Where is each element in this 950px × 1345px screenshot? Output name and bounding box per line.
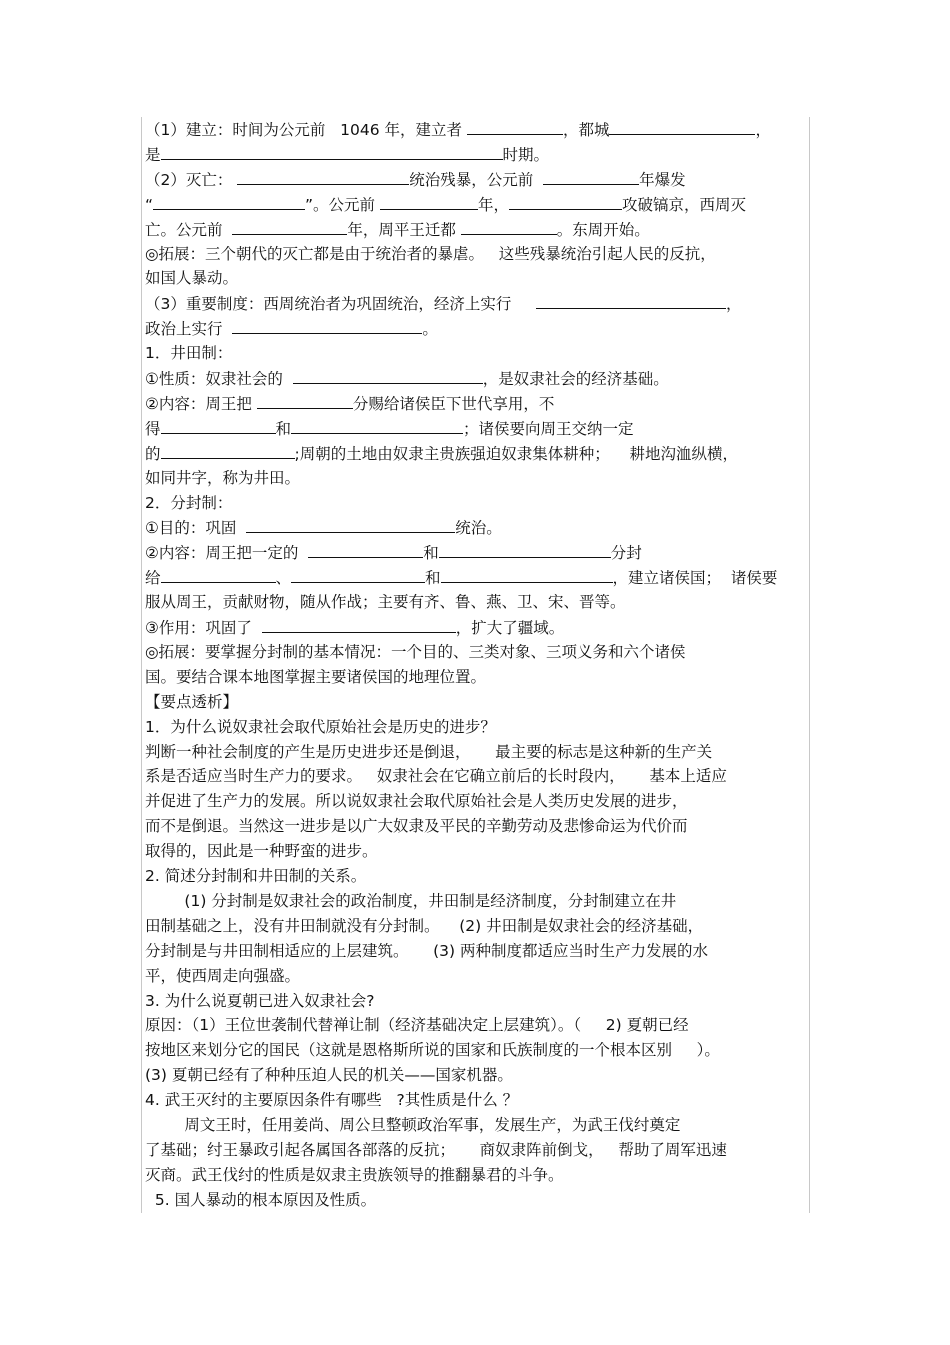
line-text: (3) 夏朝已经有了种种压迫人民的机关——国家机器。 xyxy=(145,1066,513,1085)
line-text: 了基础；纣王暴政引起各属国各部落的反抗； 商奴隶阵前倒戈， 帮助了周军迅速 xyxy=(145,1140,727,1159)
text-line xyxy=(145,864,366,889)
fill-blank xyxy=(291,565,425,583)
text-line xyxy=(145,690,238,715)
text-line xyxy=(145,316,438,341)
text-line xyxy=(145,1163,564,1188)
line-text: 国。要结合课本地图掌握主要诸侯国的地理位置。 xyxy=(145,667,487,686)
fill-blank xyxy=(232,217,347,235)
line-text: ；诸侯要向周王交纳一定 xyxy=(463,419,634,438)
line-text: 和 xyxy=(423,544,439,563)
line-text: 给 xyxy=(145,569,161,588)
fill-blank xyxy=(232,316,422,334)
line-text: 统治。 xyxy=(455,519,502,538)
text-line xyxy=(145,839,378,864)
line-text: 、 xyxy=(275,569,292,588)
line-text: ②内容：周王把 xyxy=(145,394,257,413)
line-text: (1) 分封制是奴隶社会的政治制度，井田制是经济制度，分封制建立在井 xyxy=(145,891,677,910)
fill-blank xyxy=(509,192,622,210)
text-line xyxy=(145,466,300,491)
line-text: “ xyxy=(145,195,154,214)
text-line xyxy=(145,1013,689,1038)
line-text: ;周朝的土地由奴隶主贵族强迫奴隶集体耕种； 耕地沟洫纵横， xyxy=(294,444,738,463)
line-text: 【要点透析】 xyxy=(145,692,239,711)
line-text: 的 xyxy=(145,444,161,463)
fill-blank xyxy=(161,565,276,583)
fill-blank xyxy=(161,142,503,160)
text-line xyxy=(145,1038,720,1063)
line-text: ①目的：巩固 xyxy=(145,519,247,538)
text-line xyxy=(145,515,502,540)
line-text: 服从周王，贡献财物，随从作战；主要有齐、鲁、燕、卫、宋、晋等。 xyxy=(145,593,626,612)
fill-blank xyxy=(291,416,463,434)
line-text: （1）建立：时间为公元前 1046 年，建立者 xyxy=(145,121,467,139)
line-text: ”。公元前 xyxy=(305,195,380,214)
line-text: 。东周开始。 xyxy=(556,220,650,239)
text-line xyxy=(145,889,676,914)
line-text: （3）重要制度：西周统治者为巩固统治，经济上实行 xyxy=(145,295,536,314)
text-line xyxy=(145,565,777,590)
line-text: 4. 武王灭纣的主要原因条件有哪些 ?其性质是什么 ？ xyxy=(145,1091,519,1110)
text-line xyxy=(145,939,708,964)
fill-blank xyxy=(308,540,423,558)
line-text: ◎拓展：要掌握分封制的基本情况：一个目的、三类对象、三项义务和六个诸侯 xyxy=(145,642,686,661)
line-text: 如同井字，称为井田。 xyxy=(145,468,301,487)
fill-blank xyxy=(293,366,483,384)
fill-blank xyxy=(439,540,611,558)
line-text: ③作用：巩固了 xyxy=(145,619,262,637)
line-text: ，扩大了疆域。 xyxy=(455,619,565,637)
line-text: 分赐给诸侯臣下世代享用，不 xyxy=(352,394,555,413)
line-text: 3. 为什么说夏朝已进入奴隶社会? xyxy=(145,991,375,1010)
line-text: 平，使西周走向强盛。 xyxy=(145,966,301,985)
fill-blank xyxy=(262,615,456,633)
text-line xyxy=(145,1088,518,1113)
line-text: 年，周平王迁都 xyxy=(347,220,461,239)
text-line xyxy=(145,789,688,814)
text-line xyxy=(145,266,238,291)
text-line xyxy=(145,640,686,665)
line-text: ， xyxy=(755,121,771,139)
line-text: ②内容：周王把一定的 xyxy=(145,544,309,563)
text-line xyxy=(145,242,716,267)
text-line xyxy=(145,441,738,466)
text-line xyxy=(145,142,549,167)
text-line xyxy=(145,590,626,615)
line-text: 统治残暴，公元前 xyxy=(409,170,544,189)
line-text: 周文王时，任用姜尚、周公旦整顿政治军事，发展生产，为武王伐纣奠定 xyxy=(145,1116,681,1134)
line-text: 如国人暴动。 xyxy=(145,269,239,288)
fill-blank xyxy=(237,167,409,185)
fill-blank xyxy=(543,167,639,185)
text-line xyxy=(145,167,686,192)
line-text: 是 xyxy=(145,145,161,164)
text-line xyxy=(145,192,746,217)
line-text: 得 xyxy=(145,419,161,438)
text-line xyxy=(145,366,669,391)
text-line xyxy=(145,1063,513,1088)
line-text: 攻破镐京，西周灭 xyxy=(622,195,747,214)
fill-blank xyxy=(257,391,353,409)
line-text: 亡。公元前 xyxy=(145,220,233,239)
fill-blank xyxy=(467,117,563,135)
fill-blank xyxy=(246,515,455,533)
fill-blank xyxy=(161,416,276,434)
line-text: 政治上实行 xyxy=(145,320,233,339)
fill-blank xyxy=(153,192,305,210)
text-line xyxy=(145,914,703,939)
line-text: 年， xyxy=(478,195,510,214)
text-line xyxy=(145,964,300,989)
line-text: ①性质：奴隶社会的 xyxy=(145,370,293,388)
text-line xyxy=(145,1188,376,1213)
line-text: 1．为什么说奴隶社会取代原始社会是历史的进步？ xyxy=(145,717,496,736)
line-text: 5. 国人暴动的根本原因及性质。 xyxy=(145,1190,377,1209)
line-text: 按地区来划分它的国民（这就是恩格斯所说的国家和氏族制度的一个根本区别 ）。 xyxy=(145,1041,720,1060)
line-text: ，建立诸侯国； 诸侯要 xyxy=(612,569,778,588)
fill-blank xyxy=(609,117,755,135)
line-text: 并促进了生产力的发展。所以说奴隶社会取代原始社会是人类历史发展的进步， xyxy=(145,792,688,811)
line-text: 和 xyxy=(425,569,441,588)
fill-blank xyxy=(461,217,557,235)
text-line xyxy=(145,341,232,366)
text-line xyxy=(145,764,727,789)
text-line xyxy=(145,491,232,516)
line-text: 分封制是与井田制相适应的上层建筑。 (3) 两种制度都适应当时生产力发展的水 xyxy=(145,941,709,960)
text-line xyxy=(145,665,486,690)
text-line xyxy=(145,217,650,242)
text-line xyxy=(145,989,374,1014)
line-text: （2）灭亡： xyxy=(145,170,238,189)
fill-blank xyxy=(161,441,295,459)
line-text: 取得的，因此是一种野蛮的进步。 xyxy=(145,842,378,861)
line-text: 和 xyxy=(275,419,292,438)
fill-blank xyxy=(441,565,613,583)
text-line xyxy=(145,391,554,416)
text-line xyxy=(145,615,564,640)
text-line xyxy=(145,715,496,740)
line-text: 灭商。武王伐纣的性质是奴隶主贵族领导的推翻暴君的斗争。 xyxy=(145,1165,564,1184)
line-text: ，都城 xyxy=(562,121,610,139)
line-text: 年爆发 xyxy=(639,170,686,189)
line-text: 系是否适应当时生产力的要求。 奴隶社会在它确立前后的长时段内， 基本上适应 xyxy=(145,767,727,786)
text-line xyxy=(145,1138,727,1163)
text-line xyxy=(145,540,642,565)
line-text: ， xyxy=(726,295,742,314)
line-text: 判断一种社会制度的产生是历史进步还是倒退， 最主要的标志是这种新的生产关 xyxy=(145,742,713,761)
line-text: 2. 简述分封制和井田制的关系。 xyxy=(145,867,367,885)
line-text: 2．分封制： xyxy=(145,493,233,512)
text-line xyxy=(145,416,634,441)
line-text: 。 xyxy=(422,320,438,339)
text-line xyxy=(145,740,712,765)
line-text: ，是奴隶社会的经济基础。 xyxy=(482,370,669,388)
text-line xyxy=(145,814,688,839)
line-text: 原因：（1）王位世袭制代替禅让制（经济基础决定上层建筑）。（ 2) 夏朝已经 xyxy=(145,1016,689,1035)
text-line xyxy=(145,117,771,142)
line-text: ◎拓展：三个朝代的灭亡都是由于统治者的暴虐。 这些残暴统治引起人民的反抗， xyxy=(145,244,716,263)
text-line xyxy=(145,1113,680,1138)
line-text: 田制基础之上，没有井田制就没有分封制。 (2) 井田制是奴隶社会的经济基础， xyxy=(145,916,704,935)
line-text: 时期。 xyxy=(502,145,550,164)
text-line xyxy=(145,291,742,316)
fill-blank xyxy=(536,291,726,309)
line-text: 1．井田制： xyxy=(145,344,233,363)
line-text: 而不是倒退。当然这一进步是以广大奴隶及平民的辛勤劳动及悲惨命运为代价而 xyxy=(145,817,688,836)
line-text: 分封 xyxy=(610,544,642,563)
fill-blank xyxy=(380,192,478,210)
